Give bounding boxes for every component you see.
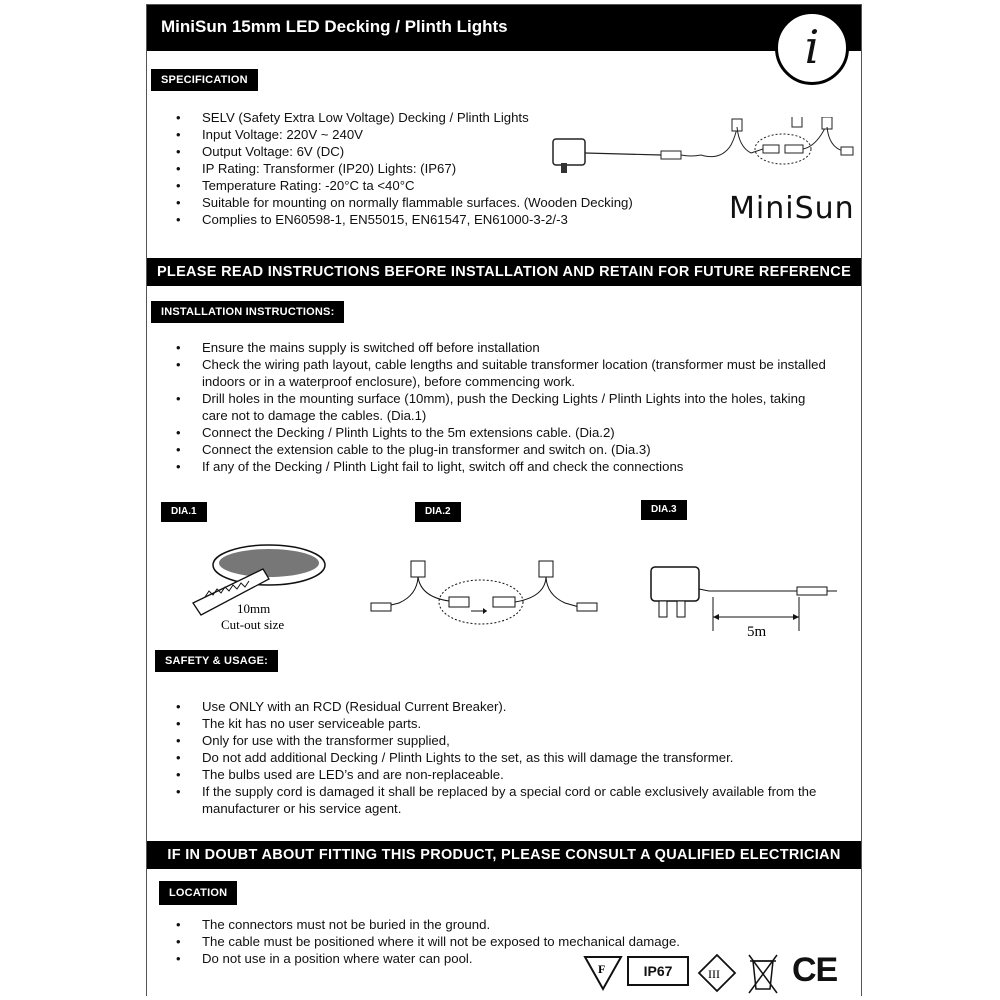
list-item: • Use ONLY with an RCD (Residual Current Breaker).	[202, 698, 842, 715]
info-icon	[775, 11, 849, 85]
list-item: • The kit has no user serviceable parts.	[202, 715, 842, 732]
location-label: LOCATION	[159, 881, 237, 905]
title-bar	[147, 5, 861, 51]
list-item: • Output Voltage: 6V (DC)	[202, 143, 582, 160]
info-glyph: i	[804, 20, 820, 74]
dia2-connection-drawing	[369, 555, 599, 631]
class-iii-text: III	[708, 967, 720, 981]
dia3-transformer-drawing	[647, 557, 847, 641]
list-item: • If the supply cord is damaged it shall be replaced by a special cord or cable exclusively available from the manufacturer or his service agent.	[202, 783, 842, 817]
f-mark-text: F	[598, 962, 606, 976]
specification-list	[202, 109, 633, 228]
dia1-cutout-caption: Cut-out size	[221, 617, 285, 632]
list-item: • Drill holes in the mounting surface (10mm), push the Decking Lights / Plinth Lights into the holes, taking care not to damage the cables. (Dia.1)	[202, 390, 832, 424]
list-item: • IP Rating: Transformer (IP20) Lights: (IP67)	[202, 160, 582, 177]
ce-mark: CE	[792, 951, 838, 989]
ip67-badge: IP67	[627, 956, 689, 986]
list-item: • The connectors must not be buried in the ground.	[202, 916, 762, 933]
list-item: • Connect the Decking / Plinth Lights to the 5m extensions cable. (Dia.2)	[202, 424, 832, 441]
installation-list	[202, 339, 832, 475]
dia1-size-caption: 10mm	[237, 601, 271, 616]
dia1-cutout-drawing	[187, 533, 327, 643]
list-item: • The bulbs used are LED’s and are non-replaceable.	[202, 766, 842, 783]
f-mark-icon	[583, 953, 623, 993]
list-item: • Do not add additional Decking / Plinth Lights to the set, as this will damage the transformer.	[202, 749, 842, 766]
page-title: MiniSun 15mm LED Decking / Plinth Lights	[161, 17, 508, 36]
list-item: • Ensure the mains supply is switched off before installation	[202, 339, 832, 356]
product-kit-illustration	[551, 117, 855, 179]
list-item: • SELV (Safety Extra Low Voltage) Decking / Plinth Lights	[202, 109, 582, 126]
safety-label: SAFETY & USAGE:	[155, 650, 278, 672]
minisun-logo: MiniSun	[729, 191, 855, 226]
dia3-length-label: 5m	[747, 624, 767, 640]
dia1-label: DIA.1	[161, 502, 207, 522]
dia2-label: DIA.2	[415, 502, 461, 522]
safety-list	[202, 698, 842, 817]
list-item: • Only for use with the transformer supplied,	[202, 732, 842, 749]
list-item: • Suitable for mounting on normally flammable surfaces. (Wooden Decking)	[202, 194, 582, 211]
instruction-sheet	[146, 4, 862, 996]
list-item: • Complies to EN60598-1, EN55015, EN61547, EN61000-3-2/-3	[202, 211, 582, 228]
list-item: • The cable must be positioned where it will not be exposed to mechanical damage.	[202, 933, 762, 950]
installation-label: INSTALLATION INSTRUCTIONS:	[151, 301, 344, 323]
list-item: • Do not use in a position where water can pool.	[202, 950, 762, 967]
consult-electrician-banner: IF IN DOUBT ABOUT FITTING THIS PRODUCT, PLEASE CONSULT A QUALIFIED ELECTRICIAN	[147, 841, 861, 869]
list-item: • Input Voltage: 220V ~ 240V	[202, 126, 582, 143]
specification-label: SPECIFICATION	[151, 69, 258, 91]
weee-bin-icon	[745, 951, 781, 995]
list-item: • Connect the extension cable to the plug-in transformer and switch on. (Dia.3)	[202, 441, 832, 458]
read-instructions-banner: PLEASE READ INSTRUCTIONS BEFORE INSTALLATION AND RETAIN FOR FUTURE REFERENCE	[147, 258, 861, 286]
dia3-label: DIA.3	[641, 500, 687, 520]
class-iii-icon	[697, 953, 737, 993]
list-item: • If any of the Decking / Plinth Light fail to light, switch off and check the connections	[202, 458, 832, 475]
list-item: • Check the wiring path layout, cable lengths and suitable transformer location (transformer must be installed indoors or in a waterproof enclosure), before commencing work.	[202, 356, 832, 390]
list-item: • Temperature Rating: -20°C ta <40°C	[202, 177, 582, 194]
